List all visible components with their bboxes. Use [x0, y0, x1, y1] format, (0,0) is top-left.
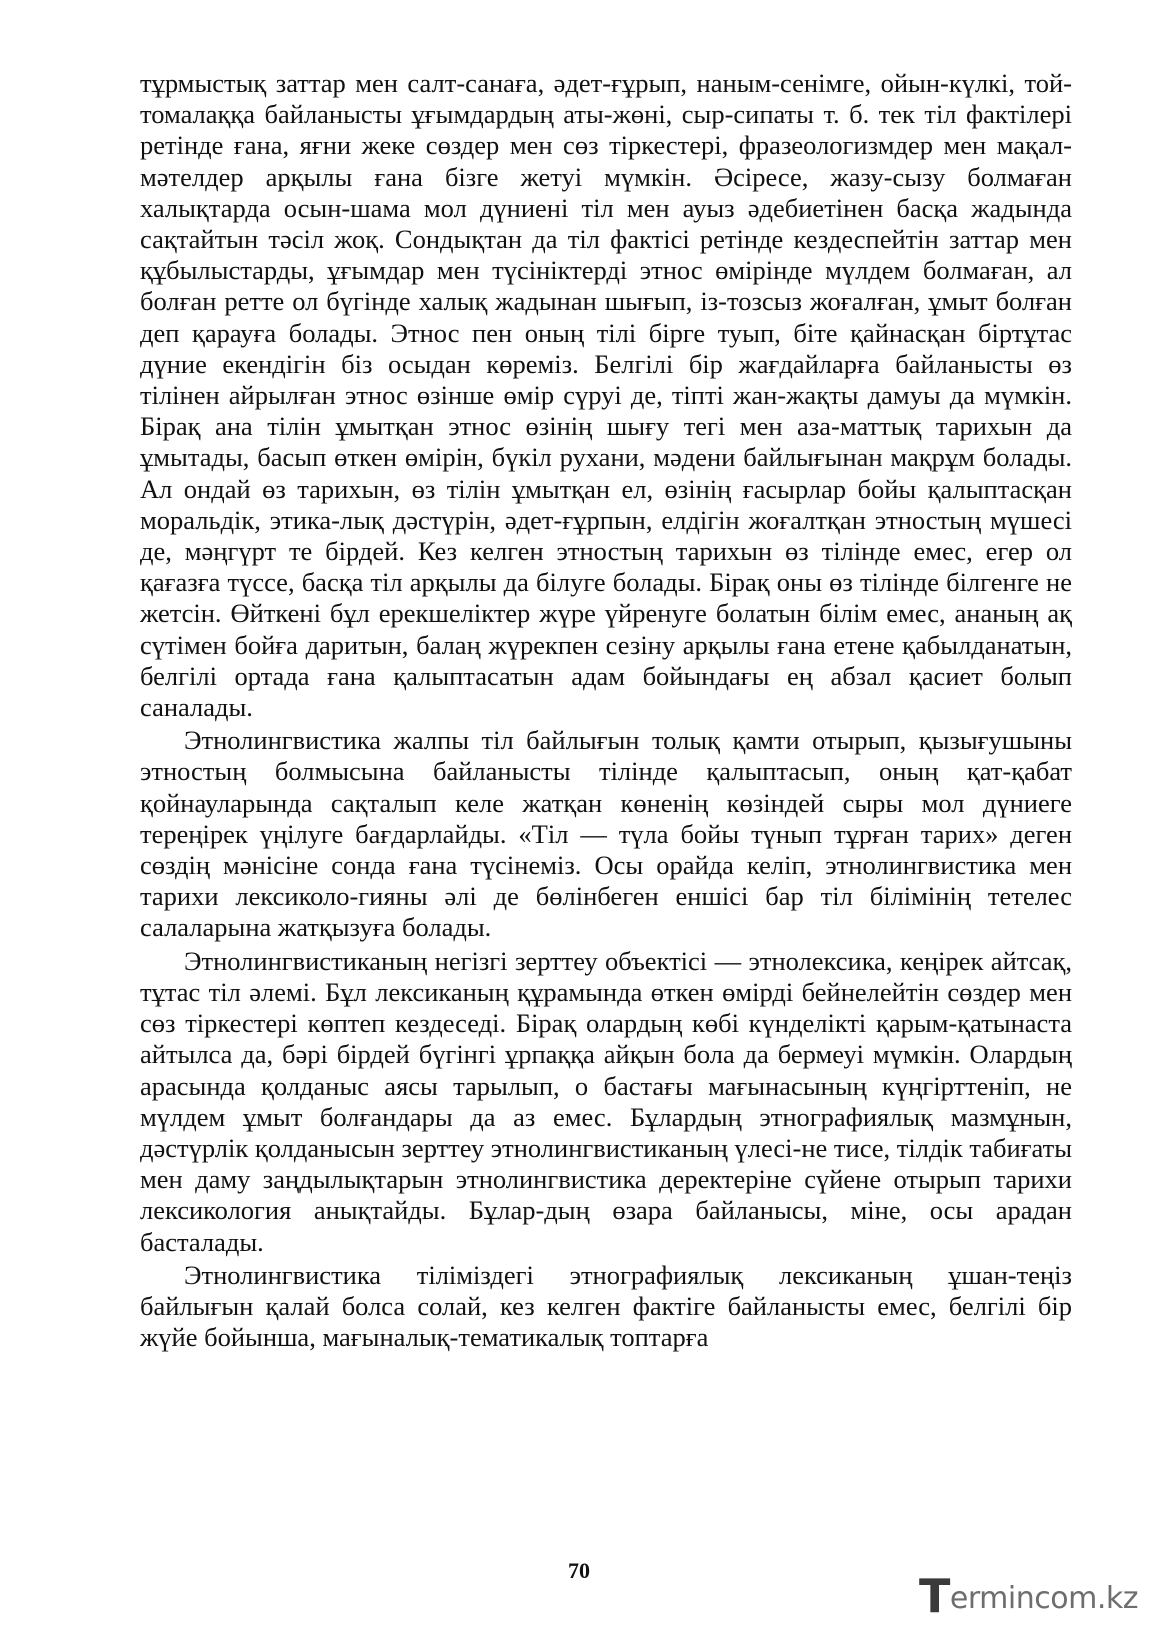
watermark-tail: m.kz [1068, 1581, 1138, 1616]
page-body [140, 68, 1072, 1353]
watermark-logo [919, 1569, 1138, 1623]
paragraph-4: Этнолингвистика тіліміздегі этнографиялық лексиканың ұшан-теңіз байлығын қалай болса солай, кез келген фактіге байланысты емес, белгілі бір жүйе бойынша, мағыналық-тематикалық топтарға [140, 1259, 1072, 1353]
paragraph-3: Этнолингвистиканың негізгі зерттеу объектісі — этнолексика, кеңірек айтсақ, тұтас тіл әлемі. Бұл лексиканың құрамында өткен өмірді бейнелейтін сөздер мен сөз тіркестері көптеп кездеседі. Бірақ олардың көбі күнделікті қарым-қатынаста айтылса да, бәрі бірдей бүгінгі ұрпаққа айқын бола да бермеуі мүмкін. Олардың арасында қолданыс аясы тарылып, о бастағы мағынасының күңгірттеніп, не мүлдем ұмыт болғандары да аз емес. Бұлардың этнографиялық мазмұнын, дәстүрлік қолданысын зерттеу этнолингвистиканың үлесі-не тисе, тілдік табиғаты мен даму заңдылықтарын этнолингвистика деректеріне сүйене отырып тарихи лексикология анықтайды. Бұлар-дың өзара байланысы, міне, осы арадан басталады. [140, 945, 1072, 1257]
watermark-rest: erminc [949, 1581, 1051, 1616]
watermark-first-letter: T [919, 1569, 950, 1623]
paragraph-2: Этнолингвистика жалпы тіл байлығын толық қамти отырып, қызығушыны этностың болмысына байланысты тілінде қалыптасып, оның қат-қабат қойнауларында сақталып келе жатқан көненің көзіндей сыры мол дүниеге тереңірек үңілуге бағдарлайды. «Тіл — түла бойы түнып тұрған тарих» деген сөздің мәнісіне сонда ғана түсінеміз. Осы орайда келіп, этнолингвистика мен тарихи лексиколо-гияны әлі де бөлінбеген еншісі бар тіл білімінің тетелес салаларына жатқызуға болады. [140, 725, 1072, 943]
paragraph-1: тұрмыстық заттар мен салт-санаға, әдет-ғұрып, наным-сенімге, ойын-күлкі, той-томалаққа байланысты ұғымдардың аты-жөні, сыр-сипаты т. б. тек тіл фактілері ретінде ғана, яғни жеке сөздер мен сөз тіркестері, фразеологизмдер мен мақал-мәтелдер арқылы ғана бізге жетуі мүмкін. Әсіресе, жазу-сызу болмаған халықтарда осын-шама мол дүниені тіл мен ауыз әдебиетінен басқа жадында сақтайтын тәсіл жоқ. Сондықтан да тіл фактісі ретінде кездеспейтін заттар мен құбылыстарды, ұғымдар мен түсініктерді этнос өмірінде мүлдем болмаған, ал болған ретте ол бүгінде халық жадынан шығып, із-тозсыз жоғалған, ұмыт болған деп қарауға болады. Этнос пен оның тілі бірге туып, біте қайнасқан біртұтас дүние екендігін біз осыдан көреміз. Белгілі бір жағдайларға байланысты өз тілінен айрылған этнос өзінше өмір сүруі де, тіпті жан-жақты дамуы да мүмкін. Бірақ ана тілін ұмытқан этнос өзінің шығу тегі мен аза-маттық тарихын да ұмытады, басып өткен өмірін, бүкіл рухани, мәдени байлығынан мақрұм болады. Ал ондай өз тарихын, өз тілін ұмытқан ел, өзінің ғасырлар бойы қалыптасқан моральдік, этика-лық дәстүрін, әдет-ғұрпын, елдігін жоғалтқан этностың мүшесі де, мәңгүрт те бірдей. Кез келген этностың тарихын өз тілінде емес, егер ол қағазға түссе, басқа тіл арқылы да білуге болады. Бірақ оны өз тілінде білгенге не жетсін. Өйткені бұл ерекшеліктер жүре үйренуге болатын білім емес, ананың ақ сүтімен бойға даритын, балаң жүрекпен сезіну арқылы ғана етене қабылданатын, белгілі ортада ғана қалыптасатын адам бойындағы ең абзал қасиет болып саналады. [140, 68, 1072, 723]
watermark-circle: o [1050, 1581, 1069, 1616]
page-number: 70 [568, 1558, 590, 1583]
